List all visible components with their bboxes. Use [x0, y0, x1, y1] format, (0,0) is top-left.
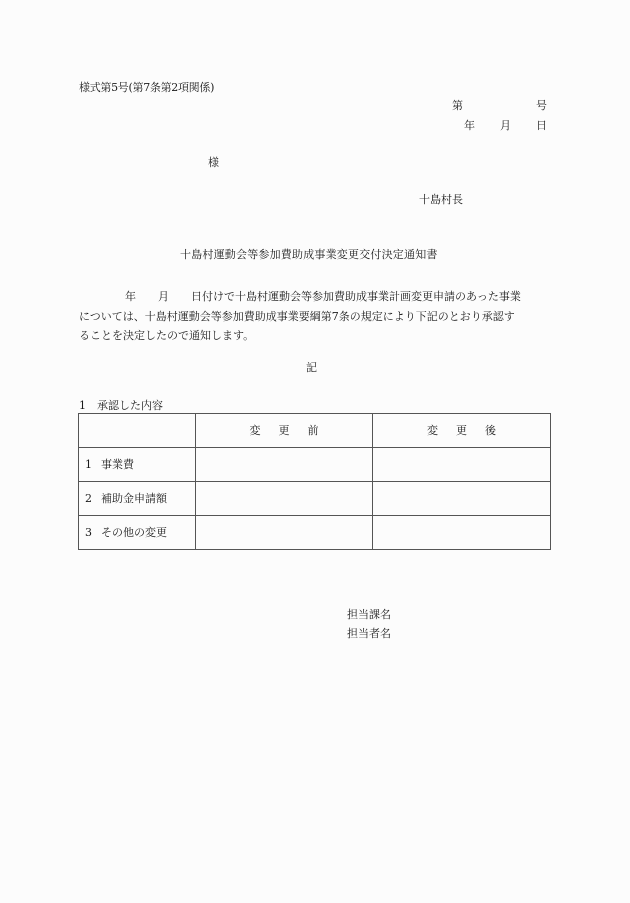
row-label: その他の変更	[101, 526, 167, 539]
section-heading	[79, 400, 163, 411]
table-row	[79, 516, 551, 550]
row-number: 1	[85, 458, 92, 471]
document-number-prefix: 第	[452, 99, 463, 112]
body-month-label: 月	[158, 290, 169, 303]
date-day-label: 日	[536, 119, 547, 132]
sender-name: 十島村長	[419, 193, 463, 206]
header-after-change: 変更後	[373, 414, 551, 448]
table-row	[79, 482, 551, 516]
table-header-row	[79, 414, 551, 448]
header-blank-cell	[79, 414, 196, 448]
ki-heading: 記	[306, 361, 317, 374]
section-number: 1	[79, 399, 86, 412]
row-label-cell	[79, 516, 196, 550]
body-line-1-text: 日付けで十島村運動会等参加費助成事業計画変更申請のあった事業	[191, 290, 521, 303]
before-value-cell[interactable]	[196, 516, 373, 550]
body-line-2: については、十島村運動会等参加費助成事業要綱第7条の規定により下記のとおり承認す	[79, 309, 515, 323]
department-in-charge-label: 担当課名	[347, 608, 391, 621]
form-label: 様式第5号(第7条第2項関係)	[79, 81, 215, 94]
recipient-honorific: 様	[208, 156, 219, 169]
date-month-label: 月	[500, 119, 511, 132]
row-label-cell	[79, 448, 196, 482]
row-label-cell	[79, 482, 196, 516]
approval-table	[78, 413, 551, 550]
before-value-cell[interactable]	[196, 482, 373, 516]
document-title: 十島村運動会等参加費助成事業変更交付決定通知書	[180, 248, 438, 261]
document-number-suffix: 号	[536, 99, 547, 112]
date-year-label: 年	[464, 119, 475, 132]
body-line-1	[79, 287, 553, 307]
before-value-cell[interactable]	[196, 448, 373, 482]
row-number: 2	[85, 492, 92, 505]
row-label: 補助金申請額	[101, 492, 167, 505]
body-year-label: 年	[125, 290, 136, 303]
header-before-change: 変更前	[196, 414, 373, 448]
section-label: 承認した内容	[97, 399, 163, 412]
after-value-cell[interactable]	[373, 516, 551, 550]
notice-body	[79, 287, 553, 346]
person-in-charge-label: 担当者名	[347, 627, 391, 640]
body-line-3: ることを決定したので通知します。	[79, 329, 255, 342]
after-value-cell[interactable]	[373, 482, 551, 516]
table-row	[79, 448, 551, 482]
after-value-cell[interactable]	[373, 448, 551, 482]
row-label: 事業費	[101, 458, 134, 471]
row-number: 3	[85, 526, 92, 539]
